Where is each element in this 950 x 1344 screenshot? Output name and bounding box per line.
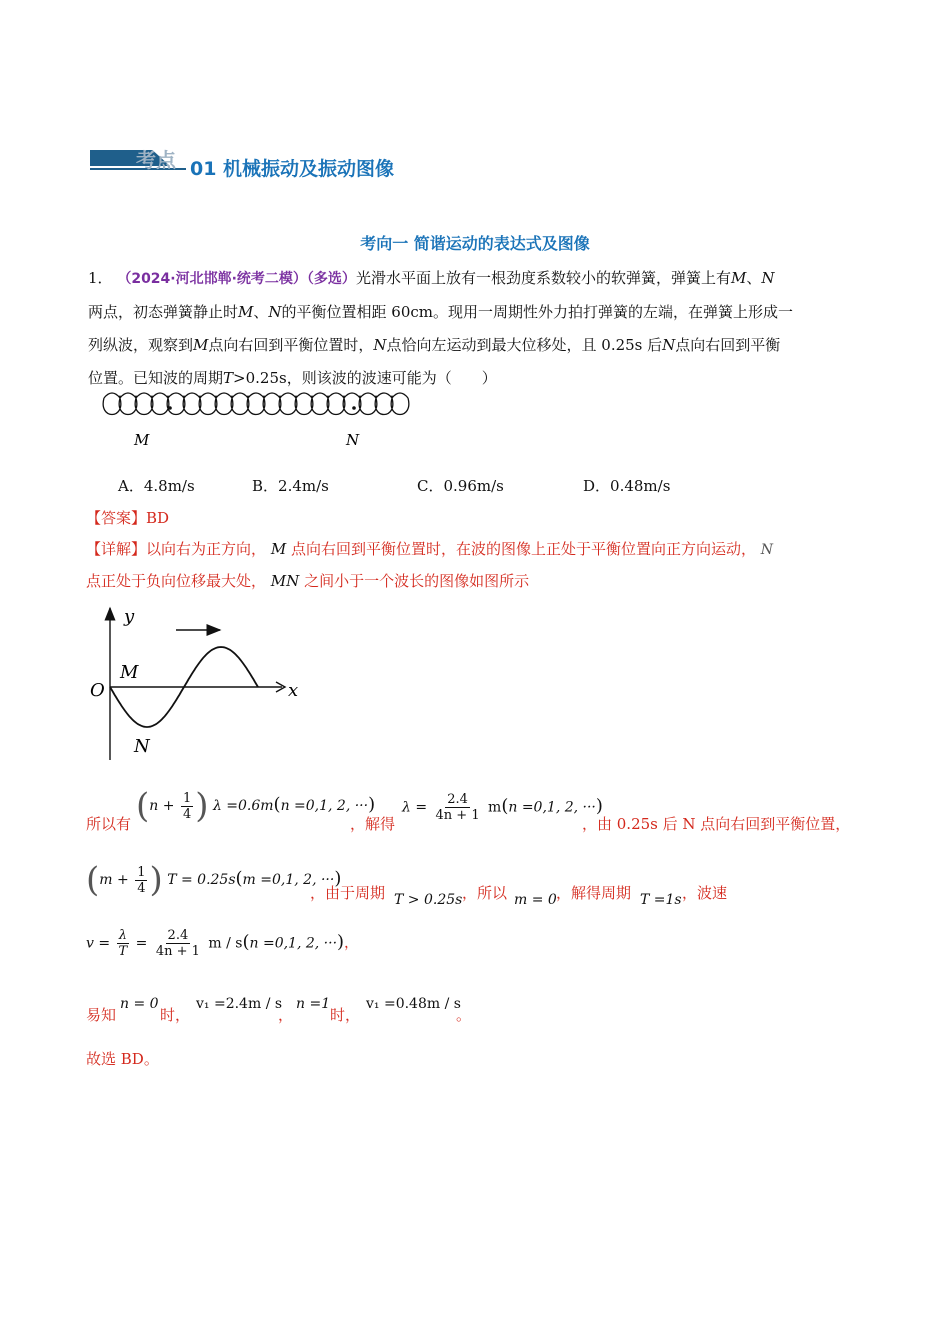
question-source: （2024·河北邯郸·统考二模）（多选） [117,271,356,287]
eq-range: m =0,1, 2, ··· [242,872,335,888]
equation-period: (m + $\frac{1}{4}$ ) T = 0.25s(m =0,1, 2, ···) [86,860,342,900]
var-n: N [761,269,775,287]
detail-line-2 [86,570,529,591]
fraction-v2 [154,928,202,959]
wave-label-n: N [134,736,150,757]
eq-term: v₁ =2.4m / s [196,996,283,1012]
eq-term: m = 0 [514,892,557,908]
question-line: 点恰向左运动到最大位移处，且 0.25s 后 [386,336,663,354]
detail-text: 点正处于负向位移最大处， [86,572,267,590]
question-line: >0.25s，则该波的波速可能为（ ） [233,369,497,387]
eq-term: λ =0.6m [212,798,274,814]
answer-value: BD [146,509,170,527]
solution-text: 时， [330,1006,361,1024]
frac-den: 4n + 1 [155,944,200,959]
equation-speed: v = $\frac{\lambda}{T}$ = $\frac{2.4}{4n + 1}$ m / s(n =0,1, 2, ···)， [86,928,359,959]
eq-term: = [135,935,148,952]
question-number: 1． [88,269,113,287]
eq-term: v₁ =0.48m / s [366,996,461,1012]
frac-den: 4n + 1 [435,808,480,823]
subsection-title: 考向一 简谐运动的表达式及图像 [360,234,590,253]
spring-label-n: N [346,431,360,449]
wave-label-x: x [288,680,299,701]
eq-term: m [488,799,502,816]
fraction-lambda [434,792,482,823]
frac-num: 1 [137,864,146,880]
var-m: M [193,336,209,354]
eq-term: T =1s [640,892,682,908]
question-line: 位置。已知波的周期 [88,369,224,387]
solution-line-4 [86,986,866,1026]
eq-term: λ = [402,799,428,816]
question-line: 光滑水平面上放有一根劲度系数较小的软弹簧，弹簧上有 [355,269,731,287]
equation-lambda-solved: λ = $\frac{2.4}{4n + 1}$ m(n =0,1, 2, ···) [402,792,603,823]
var-n: N [662,336,676,354]
frac-num: 1 [182,790,192,806]
solution-text: ，由 0.25s 后 N 点向右回到平衡位置， [582,815,851,833]
option-d[interactable]: D．0.48m/s [583,477,671,495]
solution-text: 所以有 [86,815,132,833]
answer-tag: 【答案】 [86,509,147,527]
fraction-v [117,928,130,959]
eq-term: + [162,798,175,814]
option-b[interactable]: B．2.4m/s [252,477,329,495]
frac-num: 2.4 [447,792,468,807]
var-m: M [730,269,747,287]
eq-range: n =0,1, 2, ··· [280,798,369,814]
answer-line [86,507,169,528]
eq-term: n [149,798,159,814]
sep: 、 [253,303,269,321]
eq-term: T > 0.25s [394,892,463,908]
solution-text: 易知 [86,1006,117,1024]
solution-text: 。 [456,1006,472,1024]
solution-text: ，所以 [462,884,508,902]
heading-tag: 考点 [136,148,176,172]
section-title: 01 机械振动及振动图像 [190,158,395,180]
solution-text: ，解得 [350,815,396,833]
wave-label-y: y [124,606,135,627]
frac-num: λ [118,928,127,943]
detail-text: 以向右为正方向， [146,540,267,558]
wave-figure [86,600,306,765]
options [0,475,950,499]
var-mn: MN [270,572,300,590]
solution-text: ，波速 [682,884,728,902]
solution-text: ，解得周期 [556,884,632,902]
wave-label-o: O [90,680,105,701]
eq-term: m / s [208,935,243,952]
wave-label-m: M [120,662,139,683]
eq-term: m [99,872,113,888]
solution-text: ，由于周期 [310,884,386,902]
solution-line-3 [86,928,866,978]
fraction-quarter [135,865,147,896]
question-line: 列纵波，观察到 [88,336,194,354]
spring-figure [98,390,418,450]
eq-term: v = [86,935,111,952]
solution-line-1 [86,786,866,846]
spring-label-m: M [134,431,150,449]
eq-term: + [117,872,129,888]
question-line: 点向右回到平衡位置时， [208,336,374,354]
eq-term: T = 0.25s [167,872,236,888]
option-a[interactable]: A．4.8m/s [118,477,195,495]
sep: 、 [746,269,762,287]
question-line: 点向右回到平衡 [675,336,781,354]
eq-range: n =0,1, 2, ··· [508,799,596,816]
question-text [88,262,864,395]
var-n: N [268,303,282,321]
var-m: M [238,303,254,321]
question-line: 两点，初态弹簧静止时 [88,303,239,321]
eq-range: n =0,1, 2, ··· [249,935,338,952]
point-n-dot [352,406,356,410]
frac-num: 2.4 [167,928,189,943]
var-n: N [760,542,773,558]
question-line: 的平衡位置相距 60cm。现用一周期性外力拍打弹簧的左端，在弹簧上形成一 [281,303,793,321]
solution-text: ， [344,935,359,952]
point-m-dot [168,406,172,410]
frac-den: 4 [137,880,146,896]
section-heading [90,146,450,182]
frac-den: T [118,944,128,959]
final-answer: 故选 BD。 [86,1050,159,1068]
var-t: T [223,369,234,387]
eq-term: n = 0 [120,996,159,1012]
detail-text: 之间小于一个波长的图像如图所示 [304,572,530,590]
detail-line-1 [86,538,773,559]
var-m: M [270,540,287,558]
solution-text: ， [278,1006,294,1024]
spring-coil [103,393,409,415]
eq-term: n =1 [296,996,331,1012]
frac-den: 4 [182,806,192,822]
var-n: N [373,336,387,354]
solution-line-2 [86,860,866,920]
solution-text: 时， [160,1006,191,1024]
detail-text: 点向右回到平衡位置时，在波的图像上正处于平衡位置向正方向运动， [290,540,756,558]
fraction-quarter [181,791,193,822]
option-c[interactable]: C．0.96m/s [417,477,504,495]
equation-lambda: (n + $\frac{1}{4}$ ) λ =0.6m(n =0,1, 2, ···) [136,786,376,826]
detail-tag: 【详解】 [86,540,147,558]
